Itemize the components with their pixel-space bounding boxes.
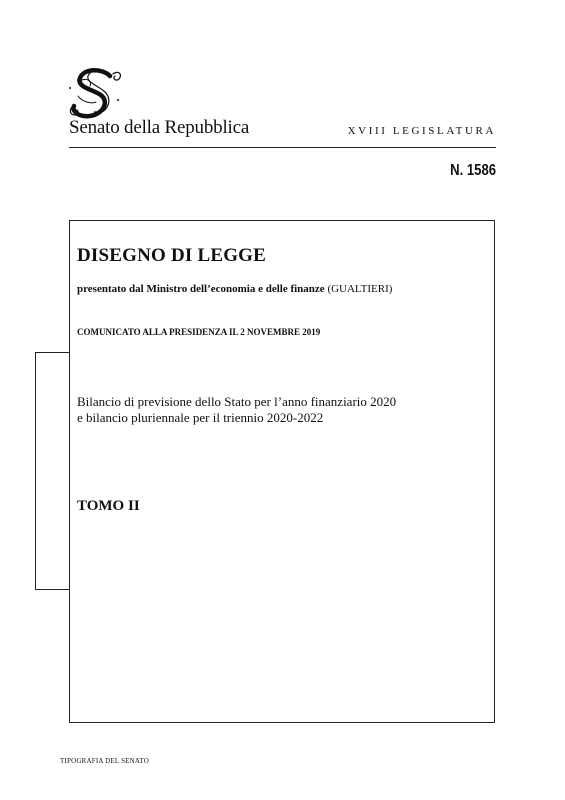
bill-subject [77,394,396,426]
side-bracket [35,352,69,590]
legislature-label: XVIII LEGISLATURA [347,125,496,137]
presented-by [77,283,392,295]
bill-subject-line: e bilancio pluriennale per il triennio 2020-2022 [77,410,324,425]
communicated-date: COMUNICATO ALLA PRESIDENZA IL 2 NOVEMBRE 2019 [77,327,321,337]
bill-title: DISEGNO DI LEGGE [77,245,267,266]
header-divider [69,147,496,148]
bill-subject-line: Bilancio di previsione dello Stato per l’anno finanziario 2020 [77,394,397,409]
senate-name: Senato della Repubblica [69,117,250,138]
senate-logo-icon [66,66,126,122]
document-number: N. 1586 [450,162,496,179]
presented-by-minister: presentato dal Ministro dell’economia e delle finanze [77,283,325,295]
document-frame [69,220,495,723]
presented-by-name: (GUALTIERI) [327,283,393,295]
volume-label: TOMO II [77,498,140,514]
printer-credit: TIPOGRAFIA DEL SENATO [60,757,149,765]
